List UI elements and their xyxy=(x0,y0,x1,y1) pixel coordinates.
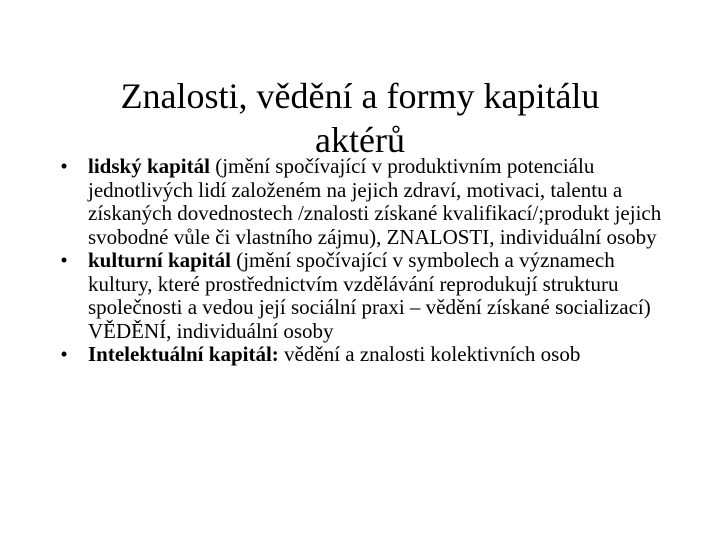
bullet-item-human-capital xyxy=(52,155,672,249)
slide-title-line-2: aktérů xyxy=(315,120,405,161)
bullet-icon: • xyxy=(60,154,68,178)
bullet-icon: • xyxy=(60,342,68,366)
human-capital-term: lidský kapitál xyxy=(88,154,210,178)
slide-title xyxy=(40,74,680,162)
bullet-icon: • xyxy=(60,248,68,272)
bullet-item-cultural-capital xyxy=(52,249,672,343)
cultural-capital-description: (jmění spočívající v symbolech a významech kultury, které prostřednictvím vzdělávání reprodukují strukturu společnosti a vedou její sociální praxi – vědění získané socializací) VĚDĚNÍ, individuální osoby xyxy=(88,248,651,343)
bullet-item-intellectual-capital xyxy=(52,343,672,367)
bullet-list xyxy=(52,155,672,367)
intellectual-capital-term: Intelektuální kapitál: xyxy=(88,342,279,366)
intellectual-capital-description: vědění a znalosti kolektivních osob xyxy=(278,342,581,366)
cultural-capital-term: kulturní kapitál xyxy=(88,248,231,272)
human-capital-description: (jmění spočívající v produktivním potenciálu jednotlivých lidí založeném na jejich zdraví, motivaci, talentu a získaných dovednostech /znalosti získané kvalifikací/;produkt jejich svobodné vůle či vlastního zájmu), ZNALOSTI, individuální osoby xyxy=(88,154,662,249)
slide-title-line-1: Znalosti, vědění a formy kapitálu xyxy=(120,76,600,117)
